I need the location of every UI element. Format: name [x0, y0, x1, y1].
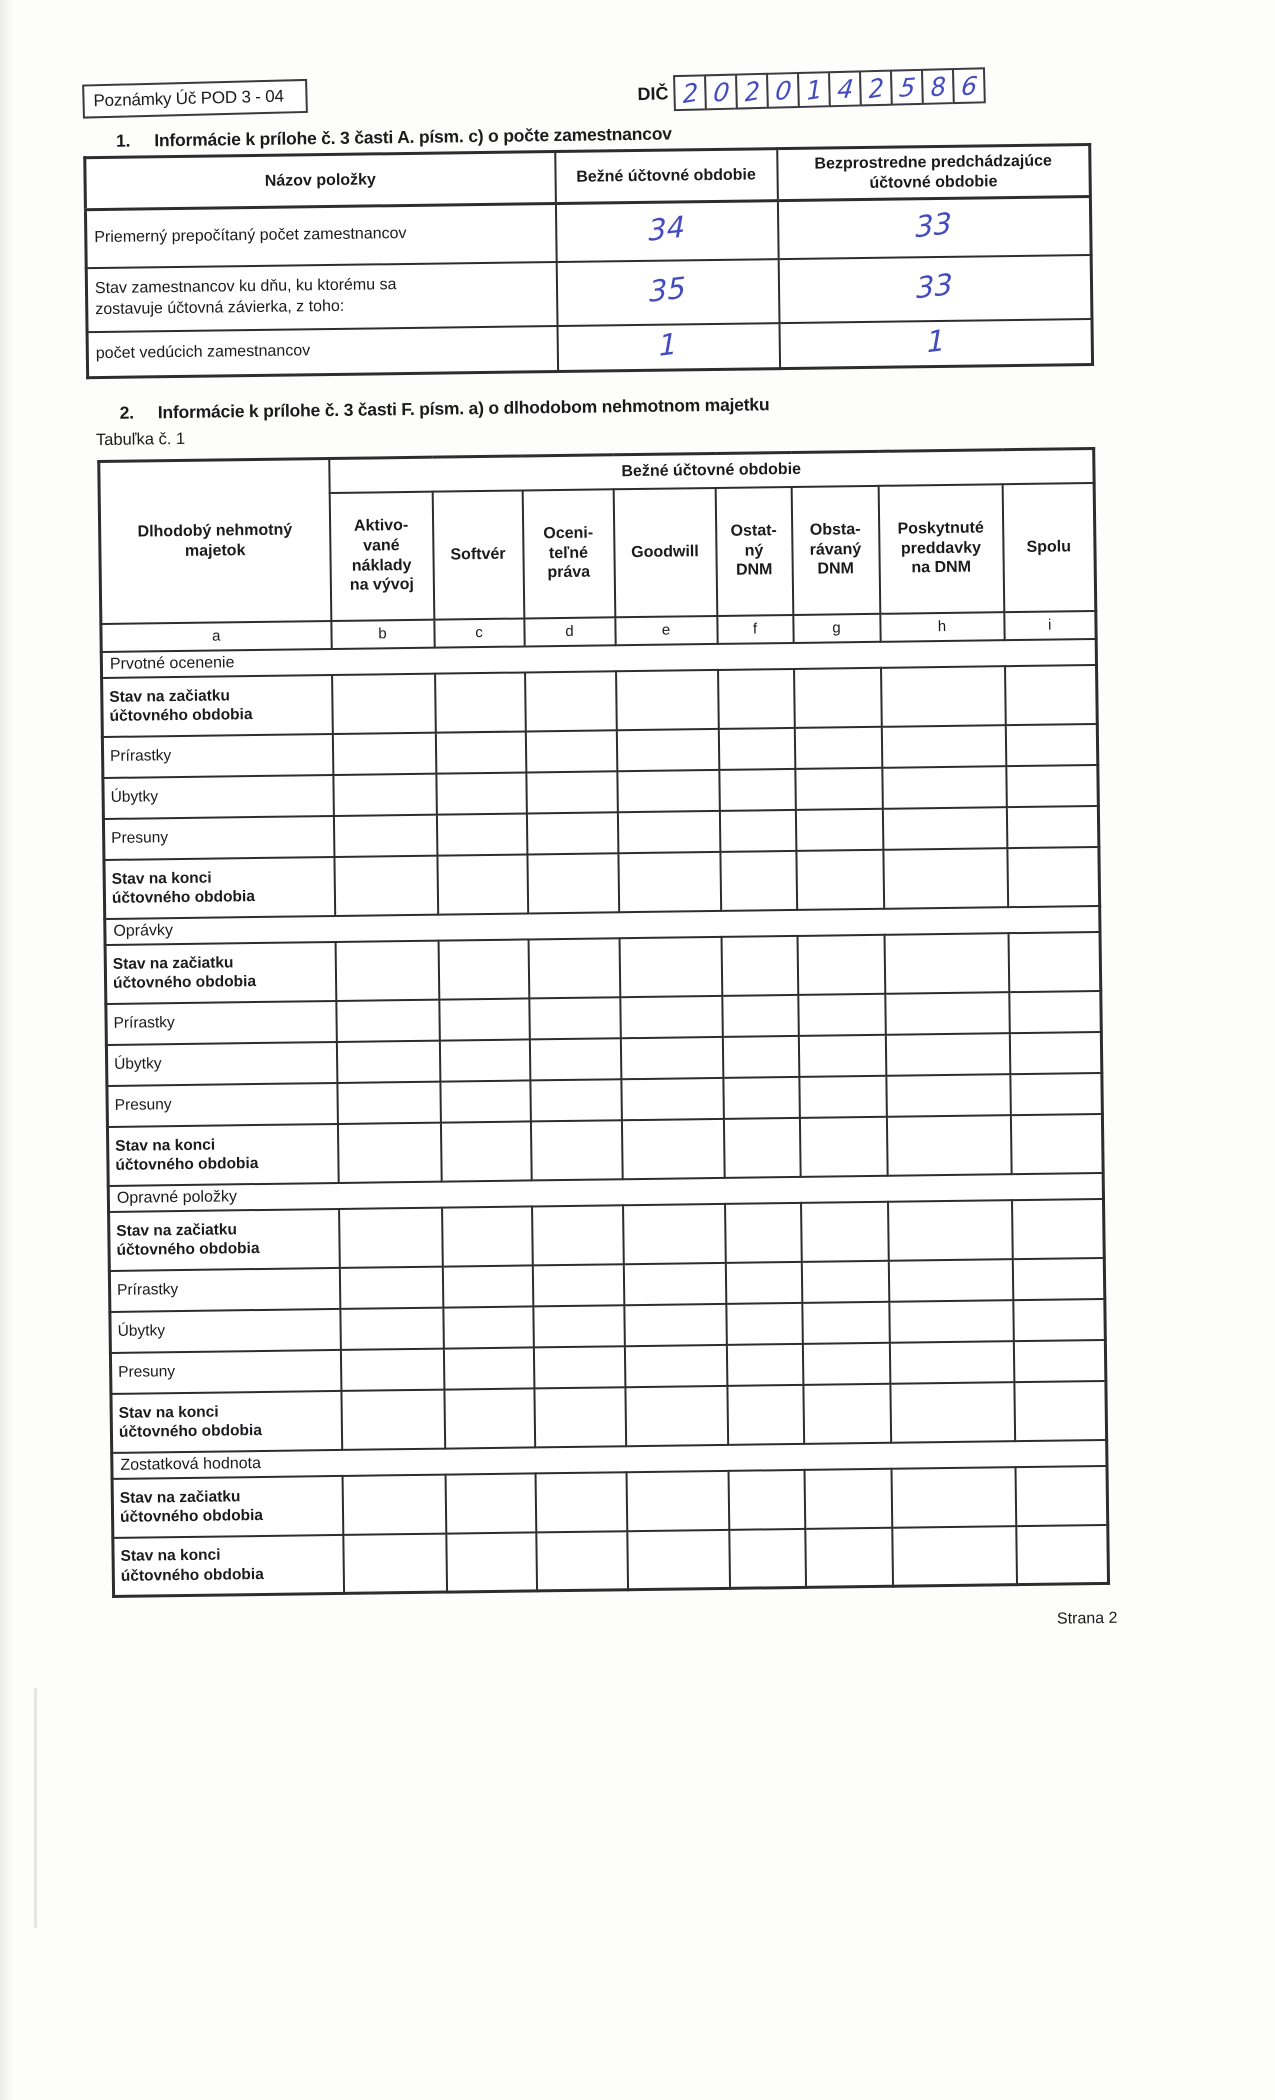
- value-cell: [1014, 1380, 1107, 1440]
- value-cell: [1012, 1257, 1105, 1299]
- column-header: Spolu: [1002, 483, 1096, 612]
- value-cell: [532, 1264, 624, 1306]
- section-title: Opravné položky: [108, 1172, 1103, 1211]
- value-cell: [890, 1382, 1015, 1443]
- value-cell: [332, 732, 436, 774]
- value-cell: [436, 772, 527, 814]
- value-cell: [624, 1344, 727, 1386]
- row-label: Stav na konci účtovného obdobia: [107, 1123, 338, 1185]
- value-cell: [529, 997, 621, 1039]
- value-cell: [723, 1117, 800, 1177]
- value-cell: [886, 1074, 1011, 1117]
- value-cell: [885, 1033, 1010, 1076]
- dic-box: [735, 73, 769, 110]
- value-cell: [335, 940, 439, 1000]
- value-cell-previous: [779, 319, 1093, 369]
- column-letter: e: [615, 615, 717, 644]
- value-cell: [333, 814, 437, 856]
- value-cell: [721, 935, 798, 995]
- row-label: Stav na začiatku účtovného obdobia: [109, 1208, 340, 1270]
- value-cell: [617, 769, 720, 811]
- value-cell: [729, 1528, 806, 1588]
- value-cell: [440, 1080, 531, 1122]
- value-cell: [795, 808, 883, 850]
- value-cell: [722, 1035, 799, 1077]
- value-cell: [528, 938, 620, 998]
- dic-digit-handwritten: 0: [773, 75, 793, 106]
- value-cell: [525, 671, 617, 731]
- handwritten-value: 33: [916, 266, 954, 306]
- row-label: Prírastky: [109, 1267, 340, 1311]
- value-cell: [883, 848, 1008, 909]
- dic-digit-handwritten: 4: [835, 73, 855, 104]
- row-label: počet vedúcich zamestnancov: [87, 326, 558, 378]
- value-cell: [619, 936, 722, 996]
- dic-box: [952, 67, 986, 104]
- value-cell: [530, 1120, 622, 1180]
- form-code: Poznámky Úč POD 3 - 04: [93, 86, 284, 111]
- value-cell: [623, 1203, 726, 1263]
- period-header: Bežné účtovné obdobie: [329, 449, 1094, 493]
- handwritten-value: 33: [915, 206, 953, 245]
- column-letter: g: [793, 613, 880, 642]
- dic-box: [673, 74, 707, 111]
- value-cell: [1016, 1524, 1109, 1584]
- value-cell: [1010, 1113, 1103, 1173]
- dic-digit-handwritten: 6: [959, 70, 979, 101]
- value-cell: [532, 1205, 624, 1265]
- column-header: Oceni- teľné práva: [522, 489, 615, 618]
- value-cell: [342, 1474, 446, 1534]
- value-cell: [1005, 664, 1098, 724]
- value-cell: [336, 999, 440, 1041]
- value-cell: [885, 992, 1010, 1035]
- value-cell: [627, 1529, 730, 1589]
- value-cell: [536, 1531, 628, 1591]
- value-cell: [435, 672, 526, 732]
- value-cell: [339, 1266, 443, 1308]
- value-cell: [617, 810, 720, 852]
- handwritten-value: 34: [648, 209, 686, 249]
- value-cell: [798, 993, 886, 1035]
- value-cell: [1011, 1198, 1104, 1258]
- value-cell-current: [557, 323, 780, 372]
- section1-heading: [116, 124, 672, 152]
- value-cell: [621, 1118, 724, 1178]
- value-cell: [891, 1467, 1016, 1528]
- value-cell: [799, 1116, 887, 1176]
- value-cell: [889, 1341, 1014, 1384]
- value-cell: [337, 1122, 441, 1182]
- section-title: Oprávky: [105, 905, 1100, 944]
- value-cell: [801, 1201, 889, 1261]
- value-cell: [1010, 1072, 1103, 1114]
- value-cell: [442, 1206, 533, 1266]
- table-caption: Tabuľka č. 1: [95, 429, 186, 450]
- value-cell: [442, 1265, 533, 1307]
- value-cell: [443, 1306, 534, 1348]
- value-cell: [624, 1303, 727, 1345]
- value-cell: [881, 725, 1006, 768]
- row-label: Prírastky: [102, 734, 333, 778]
- value-cell: [336, 1040, 440, 1082]
- value-cell: [439, 1039, 530, 1081]
- value-cell: [718, 668, 795, 728]
- column-header: Ostat- ný DNM: [715, 486, 793, 615]
- table-row: [113, 1524, 1109, 1596]
- scan-smudge-artifact: [34, 1688, 37, 1928]
- section2-title: Informácie k prílohe č. 3 časti F. písm. a) o dlhodobom nehmotnom majetku: [157, 394, 770, 423]
- column-letter: d: [524, 617, 615, 646]
- value-cell: [340, 1307, 444, 1349]
- value-cell: [801, 1260, 889, 1302]
- value-cell: [720, 850, 797, 910]
- column-letter: a: [101, 621, 331, 652]
- form-code-box: [82, 79, 308, 119]
- value-cell: [1006, 805, 1099, 847]
- value-cell: [337, 1081, 441, 1123]
- row-label: Stav zamestnancov ku dňu, ku ktorému sa zostavuje účtovná závierka, z toho:: [86, 262, 557, 332]
- value-cell: [533, 1305, 625, 1347]
- value-cell: [618, 851, 721, 911]
- value-cell: [726, 1302, 803, 1344]
- value-cell: [1008, 931, 1101, 991]
- value-cell: [794, 667, 882, 727]
- value-cell-current: [556, 259, 779, 326]
- row-label: Úbytky: [110, 1308, 341, 1352]
- value-cell: [436, 813, 527, 855]
- value-cell: [333, 773, 437, 815]
- column-header: Bežné účtovné obdobie: [555, 149, 778, 204]
- value-cell: [804, 1468, 892, 1528]
- value-cell: [341, 1389, 445, 1449]
- value-cell-previous: [778, 255, 1092, 323]
- row-label: Presuny: [107, 1082, 338, 1126]
- value-cell: [1015, 1465, 1108, 1525]
- value-cell: [881, 666, 1006, 727]
- dic-digit-handwritten: 1: [805, 73, 823, 106]
- value-cell: [882, 766, 1007, 809]
- dic-digit-handwritten: 0: [711, 76, 731, 108]
- dic-digit-handwritten: 2: [743, 75, 761, 108]
- value-cell: [722, 994, 799, 1036]
- value-cell: [719, 809, 796, 851]
- value-cell: [723, 1076, 800, 1118]
- value-cell: [444, 1388, 535, 1448]
- value-cell: [530, 1079, 622, 1121]
- intangible-assets-table: [97, 447, 1110, 1598]
- value-cell: [884, 933, 1009, 994]
- column-letter: f: [717, 614, 793, 643]
- value-cell-previous: [777, 197, 1091, 259]
- value-cell: [798, 1034, 886, 1076]
- value-cell: [1009, 1031, 1102, 1073]
- value-cell: [443, 1347, 534, 1389]
- dic-box: [859, 70, 893, 107]
- section1-title: Informácie k prílohe č. 3 časti A. písm. c) o počte zamestnancov: [154, 123, 672, 151]
- value-cell: [526, 771, 618, 813]
- value-cell: [440, 1121, 531, 1181]
- section1-number: 1.: [115, 130, 131, 151]
- dic-digit-handwritten: 5: [897, 72, 917, 103]
- value-cell: [437, 854, 528, 914]
- column-header: Aktivo- vané náklady na vývoj: [329, 491, 434, 620]
- row-label: Stav na konci účtovného obdobia: [113, 1534, 344, 1596]
- value-cell: [802, 1342, 890, 1384]
- section2-number: 2.: [119, 402, 134, 423]
- value-cell: [886, 1115, 1011, 1176]
- column-header: Poskytnuté preddavky na DNM: [878, 484, 1004, 614]
- value-cell: [334, 855, 438, 915]
- dic-digit-handwritten: 8: [929, 70, 947, 103]
- dic-box: [766, 72, 800, 109]
- value-cell: [623, 1262, 726, 1304]
- dic-box: [921, 68, 955, 105]
- value-cell: [343, 1533, 447, 1593]
- dic-box: [797, 71, 831, 108]
- value-cell: [525, 730, 617, 772]
- employees-table: [83, 143, 1094, 379]
- value-cell: [719, 768, 796, 810]
- value-cell: [621, 1077, 724, 1119]
- value-cell: [616, 728, 719, 770]
- row-label: Stav na začiatku účtovného obdobia: [102, 675, 333, 737]
- value-cell: [438, 939, 529, 999]
- value-cell: [446, 1532, 537, 1592]
- dic-digit-handwritten: 2: [867, 72, 885, 104]
- dic-field: [637, 67, 986, 112]
- value-cell: [718, 727, 795, 769]
- value-cell: [803, 1383, 891, 1443]
- value-cell: [527, 853, 619, 913]
- value-cell: [802, 1301, 890, 1343]
- row-label: Stav na začiatku účtovného obdobia: [105, 941, 336, 1003]
- value-cell: [799, 1075, 887, 1117]
- dic-box: [890, 69, 924, 106]
- row-label: Úbytky: [106, 1041, 337, 1085]
- dic-box: [704, 74, 738, 111]
- value-cell: [727, 1384, 804, 1444]
- column-letter: b: [331, 619, 434, 648]
- section2-heading: [119, 394, 769, 424]
- value-cell: [805, 1527, 893, 1587]
- value-cell: [439, 998, 530, 1040]
- value-cell: [726, 1343, 803, 1385]
- value-cell: [340, 1348, 444, 1390]
- row-label: Stav na začiatku účtovného obdobia: [112, 1475, 343, 1537]
- row-label: Stav na konci účtovného obdobia: [104, 856, 335, 918]
- value-cell: [339, 1207, 443, 1267]
- value-cell: [526, 812, 618, 854]
- value-cell: [625, 1385, 728, 1445]
- value-cell: [728, 1469, 805, 1529]
- dic-box: [828, 70, 862, 107]
- value-cell: [725, 1261, 802, 1303]
- section-title: Zostatková hodnota: [112, 1439, 1107, 1478]
- value-cell: [620, 995, 723, 1037]
- value-cell: [1009, 990, 1102, 1032]
- value-cell: [882, 807, 1007, 850]
- value-cell: [892, 1526, 1017, 1587]
- value-cell: [533, 1346, 625, 1388]
- column-letter: i: [1004, 610, 1096, 639]
- value-cell: [1007, 846, 1100, 906]
- column-letter: h: [880, 612, 1004, 642]
- value-cell: [1013, 1298, 1106, 1340]
- value-cell: [435, 731, 526, 773]
- value-cell: [535, 1472, 627, 1532]
- dic-label: DIČ: [637, 82, 669, 104]
- column-header: Bezprostredne predchádzajúce účtovné obdobie: [777, 145, 1091, 201]
- row-axis-header: Dlhodobý nehmotný majetok: [99, 459, 331, 624]
- value-cell: [796, 849, 884, 909]
- value-cell: [626, 1470, 729, 1530]
- row-label: Presuny: [110, 1349, 341, 1393]
- value-cell: [620, 1036, 723, 1078]
- value-cell: [725, 1202, 802, 1262]
- value-cell: [616, 669, 719, 729]
- value-cell: [889, 1300, 1014, 1343]
- value-cell: [1013, 1339, 1106, 1381]
- value-cell: [1006, 764, 1099, 806]
- handwritten-value: 1: [926, 322, 945, 359]
- value-cell: [332, 673, 436, 733]
- row-label: Stav na konci účtovného obdobia: [111, 1390, 342, 1452]
- dic-digit-handwritten: 2: [681, 76, 699, 109]
- value-cell: [888, 1259, 1013, 1302]
- section-title: Prvotné ocenenie: [101, 638, 1096, 677]
- handwritten-value: 35: [648, 270, 687, 309]
- handwritten-value: 1: [658, 326, 678, 363]
- row-label: Úbytky: [103, 774, 334, 818]
- value-cell: [534, 1387, 626, 1447]
- column-header: Goodwill: [613, 487, 717, 616]
- column-header: Názov položky: [85, 152, 556, 210]
- column-header: Obsta- rávaný DNM: [791, 485, 880, 614]
- row-label: Presuny: [103, 815, 334, 859]
- value-cell: [795, 767, 883, 809]
- value-cell: [794, 726, 882, 768]
- value-cell: [1005, 723, 1098, 765]
- value-cell: [888, 1200, 1013, 1261]
- value-cell: [445, 1473, 536, 1533]
- column-letter: c: [434, 618, 524, 647]
- value-cell: [797, 934, 885, 994]
- column-header: Softvér: [432, 490, 524, 619]
- value-cell: [529, 1038, 621, 1080]
- value-cell-current: [555, 201, 778, 262]
- row-label: Prírastky: [106, 1000, 337, 1044]
- page-number: Strana 2: [1056, 1609, 1118, 1628]
- dic-boxes: [675, 67, 986, 111]
- row-label: Priemerný prepočítaný počet zamestnancov: [85, 204, 556, 268]
